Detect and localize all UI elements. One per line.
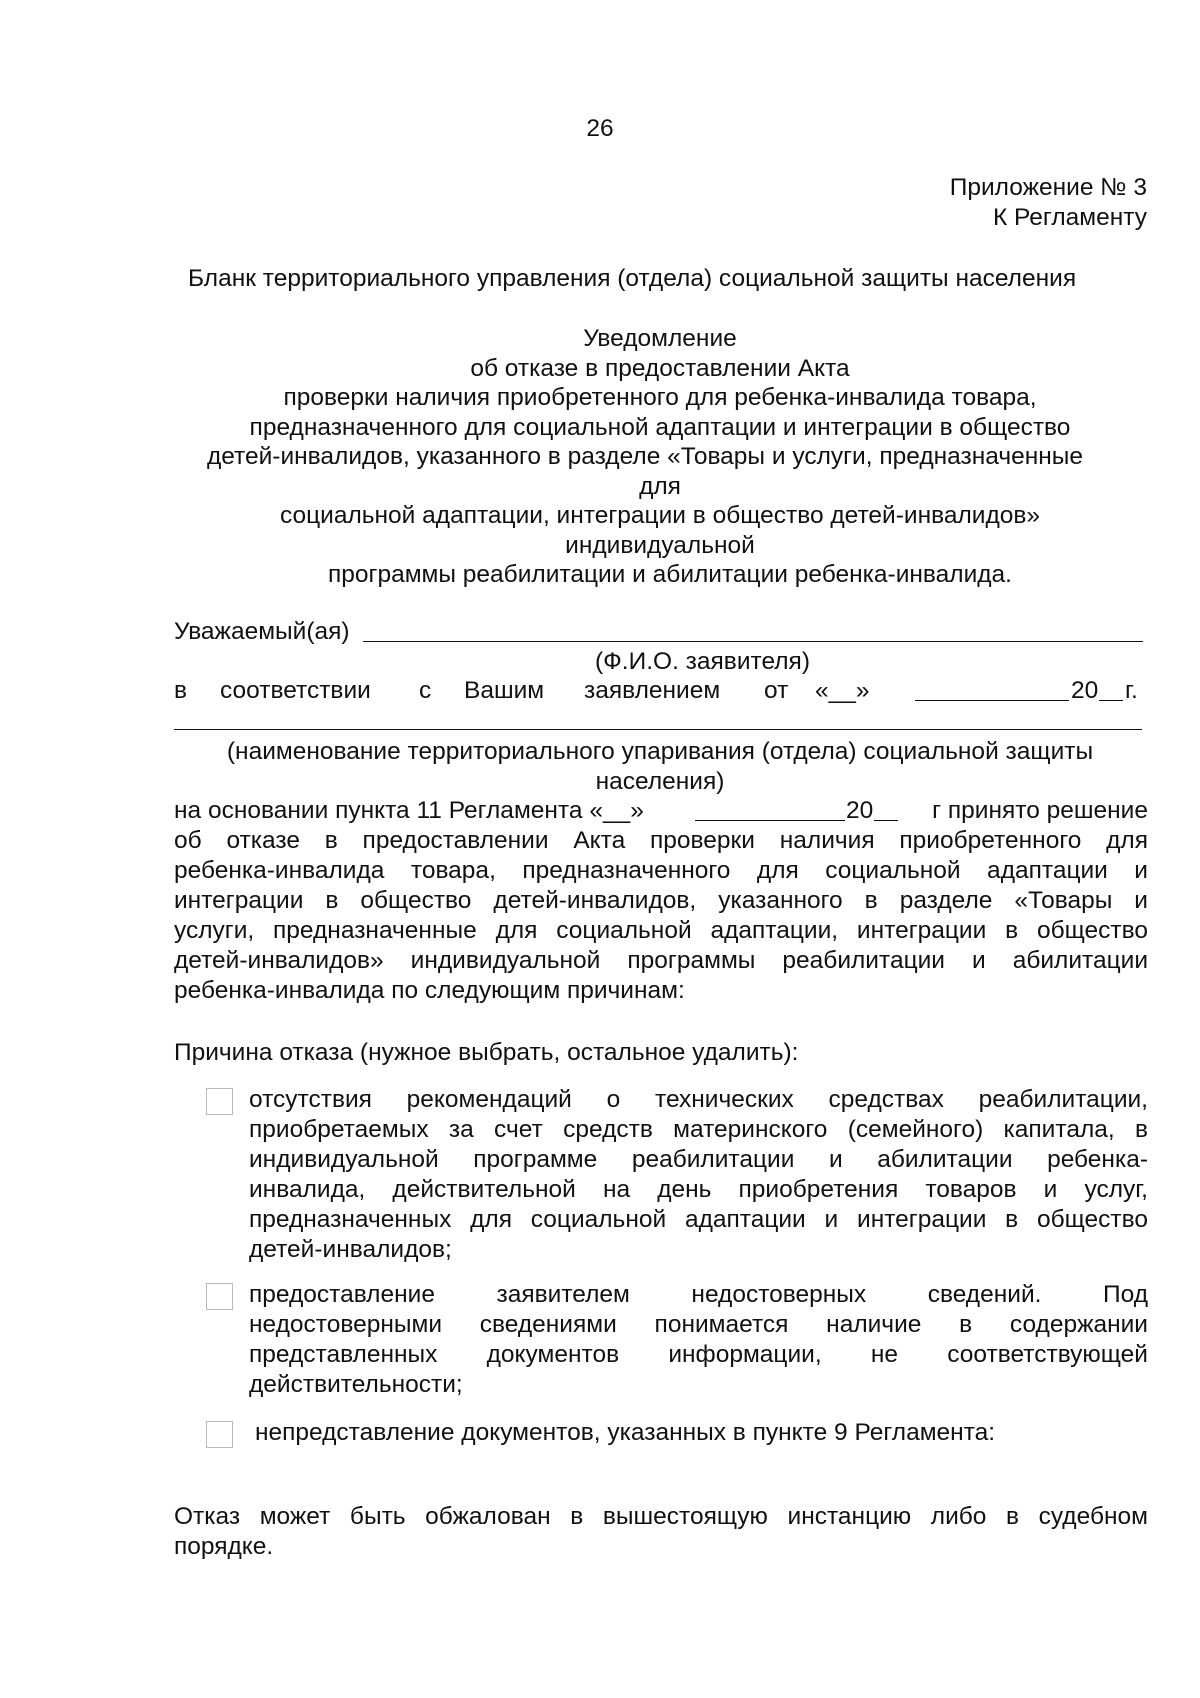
notice-title-line: для <box>639 472 681 500</box>
application-year-field[interactable] <box>1099 676 1123 701</box>
reason-2-line: действительности; <box>249 1371 463 1398</box>
notice-title-line: социальной адаптации, интеграции в общество детей-инвалидов» <box>279 502 1041 529</box>
decision-line: детей-инвалидов» индивидуальной программы реабилитации и абилитации <box>174 947 1148 974</box>
appeal-line: Отказ может быть обжалован в вышестоящую инстанцию либо в судебном <box>174 1503 1148 1530</box>
decision-line: ребенка-инвалида по следующим причинам: <box>174 977 685 1004</box>
authority-caption-line2: населения) <box>595 768 725 795</box>
authority-caption-line1: (наименование территориального упаривания (отдела) социальной защиты <box>226 738 1094 765</box>
decision-line: ребенка-инвалида товара, предназначенного для социальной адаптации и <box>174 857 1148 884</box>
application-date-month-field[interactable] <box>915 676 1069 701</box>
reasons-heading: Причина отказа (нужное выбрать, остальное удалить): <box>174 1039 799 1066</box>
reason-1-line: детей-инвалидов; <box>249 1236 452 1263</box>
reason-1-line: индивидуальной программе реабилитации и абилитации ребенка- <box>249 1146 1148 1173</box>
salutation-label: Уважаемый(ая) <box>174 618 350 645</box>
application-year-prefix: 20 <box>1071 677 1099 704</box>
reason-3-line: непредставление документов, указанных в пункте 9 Регламента: <box>255 1419 996 1446</box>
decision-suffix: г принято решение <box>932 797 1148 824</box>
reason-1-line: предназначенных для социальной адаптации и интеграции в общество <box>249 1206 1148 1233</box>
page-number: 26 <box>586 115 614 142</box>
appeal-line: порядке. <box>174 1533 274 1560</box>
applicant-name-caption: (Ф.И.О. заявителя) <box>595 648 810 675</box>
application-word: заявлением <box>584 677 721 704</box>
decision-date-month-field[interactable] <box>695 796 845 821</box>
application-word: от <box>764 677 789 704</box>
application-word: с <box>419 677 432 704</box>
appendix-number: Приложение № 3 <box>949 174 1147 201</box>
appendix-regulation: К Регламенту <box>992 204 1147 231</box>
notice-title-line: программы реабилитации и абилитации ребенка-инвалида. <box>328 561 1012 588</box>
application-word: Вашим <box>464 677 545 704</box>
authority-name-field[interactable] <box>174 729 1142 730</box>
decision-first-line <box>174 796 1148 826</box>
notice-title-line: предназначенного для социальной адаптации и интеграции в общество <box>249 413 1071 441</box>
reason-2-line: недостоверными сведениями понимается наличие в содержании <box>249 1311 1148 1338</box>
notice-title-line: проверки наличия приобретенного для ребенка-инвалида товара, <box>283 384 1037 411</box>
reason-2-line: представленных документов информации, не соответствующей <box>249 1341 1148 1368</box>
reason-1-line: приобретаемых за счет средств материнского (семейного) капитала, в <box>249 1116 1148 1143</box>
notice-title <box>100 324 1200 590</box>
reason-1-line: инвалида, действительной на день приобретения товаров и услуг, <box>249 1176 1148 1203</box>
decision-line: об отказе в предоставлении Акта проверки наличия приобретенного для <box>174 827 1148 854</box>
notice-title-line: об отказе в предоставлении Акта <box>470 354 850 382</box>
reason-3-checkbox[interactable] <box>206 1421 233 1448</box>
decision-prefix: на основании пункта 11 Регламента «__» <box>174 797 644 824</box>
application-word: соответствии <box>220 677 371 704</box>
reason-1-line: отсутствия рекомендаций о технических средствах реабилитации, <box>249 1086 1148 1113</box>
decision-line: интеграции в общество детей-инвалидов, указанного в разделе «Товары и <box>174 887 1148 914</box>
reason-1-checkbox[interactable] <box>206 1088 233 1115</box>
notice-title-line: индивидуальной <box>565 531 755 559</box>
application-word: в <box>174 677 188 704</box>
decision-line: услуги, предназначенные для социальной адаптации, интеграции в общество <box>174 917 1148 944</box>
decision-year-field[interactable] <box>874 796 898 821</box>
applicant-name-field[interactable] <box>363 641 1143 642</box>
letterhead: Бланк территориального управления (отдела) социальной защиты населения <box>188 265 1077 292</box>
decision-year-prefix: 20 <box>846 797 874 824</box>
notice-heading: Уведомление <box>583 325 737 352</box>
application-date-day: «__» <box>815 677 870 704</box>
application-year-suffix: г. <box>1125 677 1138 704</box>
reason-2-checkbox[interactable] <box>206 1283 233 1310</box>
notice-title-line: детей-инвалидов, указанного в разделе «Товары и услуги, предназначенные <box>206 443 1084 470</box>
reason-2-line: предоставление заявителем недостоверных сведений. Под <box>249 1281 1148 1308</box>
